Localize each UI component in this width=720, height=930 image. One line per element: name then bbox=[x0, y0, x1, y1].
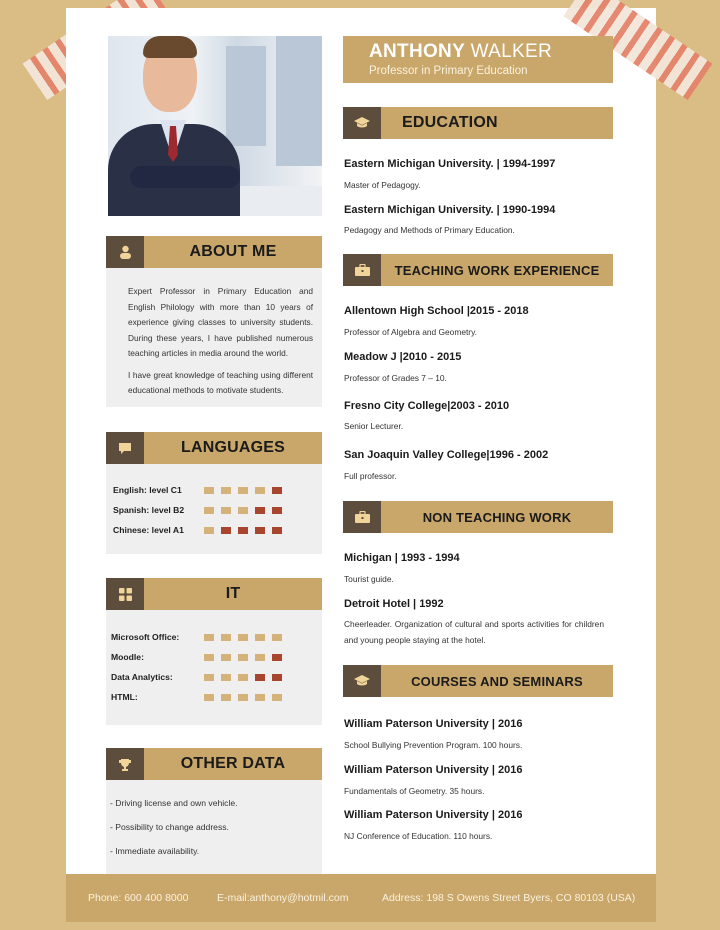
speech-bubble-icon bbox=[106, 432, 144, 464]
it-level-indicator bbox=[204, 654, 282, 661]
level-dot bbox=[255, 694, 265, 701]
lang-label: Chinese: level A1 bbox=[113, 525, 184, 535]
languages-header bbox=[106, 432, 322, 464]
nonteaching-header bbox=[343, 501, 613, 533]
level-dot bbox=[272, 507, 282, 514]
level-dot bbox=[204, 654, 214, 661]
level-dot bbox=[204, 527, 214, 534]
level-dot bbox=[221, 527, 231, 534]
about-paragraph-1: Expert Professor in Primary Education and English Philology with more than 10 years of experience giving classes to university students. During these years, I have published numerous teaching articles in media around the world. bbox=[128, 286, 313, 358]
about-header bbox=[106, 236, 322, 268]
name-title-box bbox=[343, 36, 613, 83]
level-dot bbox=[221, 487, 231, 494]
teaching-header bbox=[343, 254, 613, 286]
it-level-indicator bbox=[204, 634, 282, 641]
it-box bbox=[106, 610, 322, 725]
level-dot bbox=[238, 487, 248, 494]
graduation-cap-icon bbox=[343, 665, 381, 697]
level-dot bbox=[221, 694, 231, 701]
footer-email: E-mail:anthony@hotmil.com bbox=[217, 892, 349, 904]
level-dot bbox=[238, 527, 248, 534]
it-label: HTML: bbox=[111, 692, 138, 702]
teaching-entry-title: San Joaquin Valley College|1996 - 2002 bbox=[344, 449, 549, 461]
level-dot bbox=[204, 487, 214, 494]
it-level-indicator bbox=[204, 694, 282, 701]
level-dot bbox=[238, 507, 248, 514]
level-dot bbox=[204, 694, 214, 701]
education-entry-desc: Pedagogy and Methods of Primary Education. bbox=[344, 225, 515, 235]
about-text bbox=[128, 284, 313, 405]
level-dot bbox=[204, 507, 214, 514]
level-dot bbox=[272, 654, 282, 661]
trophy-icon bbox=[106, 748, 144, 780]
level-dot bbox=[221, 507, 231, 514]
about-heading: ABOUT ME bbox=[189, 243, 277, 260]
nonteaching-entry-title: Detroit Hotel | 1992 bbox=[344, 598, 444, 610]
graduation-cap-icon bbox=[343, 107, 381, 139]
teaching-entry-desc: Senior Lecturer. bbox=[344, 421, 404, 431]
footer-contact-bar bbox=[66, 874, 656, 922]
level-dot bbox=[255, 634, 265, 641]
courses-entry-desc: Fundamentals of Geometry. 35 hours. bbox=[344, 786, 485, 796]
education-header bbox=[343, 107, 613, 139]
full-name bbox=[369, 41, 613, 63]
level-dot bbox=[272, 674, 282, 681]
lang-label: English: level C1 bbox=[113, 485, 182, 495]
grid-icon bbox=[106, 578, 144, 610]
other-item: - Driving license and own vehicle. bbox=[110, 798, 238, 808]
teaching-heading: TEACHING WORK EXPERIENCE bbox=[394, 262, 600, 278]
level-dot bbox=[204, 674, 214, 681]
profile-photo bbox=[108, 36, 322, 216]
level-dot bbox=[221, 654, 231, 661]
courses-entry-desc: NJ Conference of Education. 110 hours. bbox=[344, 831, 493, 841]
nonteaching-entry-title: Michigan | 1993 - 1994 bbox=[344, 552, 460, 564]
level-dot bbox=[272, 487, 282, 494]
level-dot bbox=[238, 634, 248, 641]
briefcase-icon bbox=[343, 501, 381, 533]
it-heading: IT bbox=[225, 585, 241, 602]
courses-entry-title: William Paterson University | 2016 bbox=[344, 809, 523, 821]
teaching-entry-desc: Full professor. bbox=[344, 471, 397, 481]
nonteaching-heading: NON TEACHING WORK bbox=[422, 509, 572, 525]
level-dot bbox=[238, 694, 248, 701]
education-entry-title: Eastern Michigan University. | 1990-1994 bbox=[344, 204, 556, 216]
about-paragraph-2: I have great knowledge of teaching using different educational methods to motivate students. bbox=[128, 369, 313, 395]
footer-address: Address: 198 S Owens Street Byers, CO 80103 (USA) bbox=[382, 892, 636, 904]
user-icon bbox=[106, 236, 144, 268]
languages-heading: LANGUAGES bbox=[180, 439, 286, 456]
teaching-entry-title: Allentown High School |2015 - 2018 bbox=[344, 305, 529, 317]
courses-entry-desc: School Bullying Prevention Program. 100 hours. bbox=[344, 740, 523, 750]
teaching-entry-desc: Professor of Algebra and Geometry. bbox=[344, 327, 477, 337]
level-dot bbox=[238, 674, 248, 681]
teaching-entry-desc: Professor of Grades 7 – 10. bbox=[344, 373, 447, 383]
courses-heading: COURSES AND SEMINARS bbox=[411, 673, 583, 689]
level-dot bbox=[255, 527, 265, 534]
other-heading: OTHER DATA bbox=[180, 755, 286, 772]
footer-phone: Phone: 600 400 8000 bbox=[88, 892, 189, 904]
level-dot bbox=[255, 487, 265, 494]
first-name: ANTHONY bbox=[369, 41, 466, 62]
teaching-entry-title: Fresno City College|2003 - 2010 bbox=[344, 400, 510, 412]
it-level-indicator bbox=[204, 674, 282, 681]
level-dot bbox=[255, 654, 265, 661]
other-header bbox=[106, 748, 322, 780]
teaching-entry-title: Meadow J |2010 - 2015 bbox=[344, 351, 462, 363]
job-title: Professor in Primary Education bbox=[369, 65, 528, 77]
lang-label: Spanish: level B2 bbox=[113, 505, 185, 515]
other-item: - Immediate availability. bbox=[110, 846, 200, 856]
nonteaching-entry-desc: Cheerleader. Organization of cultural and sports activities for children and young people staying at the hotel. bbox=[344, 619, 604, 645]
it-header bbox=[106, 578, 322, 610]
level-dot bbox=[255, 507, 265, 514]
level-dot bbox=[272, 634, 282, 641]
it-label: Data Analytics: bbox=[111, 672, 173, 682]
it-label: Moodle: bbox=[111, 652, 144, 662]
level-dot bbox=[255, 674, 265, 681]
level-dot bbox=[238, 654, 248, 661]
level-dot bbox=[204, 634, 214, 641]
last-name: WALKER bbox=[470, 41, 552, 62]
education-entry-desc: Master of Pedagogy. bbox=[344, 180, 421, 190]
level-dot bbox=[221, 634, 231, 641]
lang-level-indicator bbox=[204, 487, 282, 494]
courses-entry-title: William Paterson University | 2016 bbox=[344, 764, 523, 776]
level-dot bbox=[221, 674, 231, 681]
lang-level-indicator bbox=[204, 527, 282, 534]
nonteaching-entry-desc: Tourist guide. bbox=[344, 574, 394, 584]
lang-level-indicator bbox=[204, 507, 282, 514]
level-dot bbox=[272, 694, 282, 701]
other-item: - Possibility to change address. bbox=[110, 822, 229, 832]
courses-header bbox=[343, 665, 613, 697]
courses-entry-title: William Paterson University | 2016 bbox=[344, 718, 523, 730]
level-dot bbox=[272, 527, 282, 534]
briefcase-icon bbox=[343, 254, 381, 286]
education-heading: EDUCATION bbox=[402, 114, 498, 131]
it-label: Microsoft Office: bbox=[111, 632, 180, 642]
education-entry-title: Eastern Michigan University. | 1994-1997 bbox=[344, 158, 556, 170]
